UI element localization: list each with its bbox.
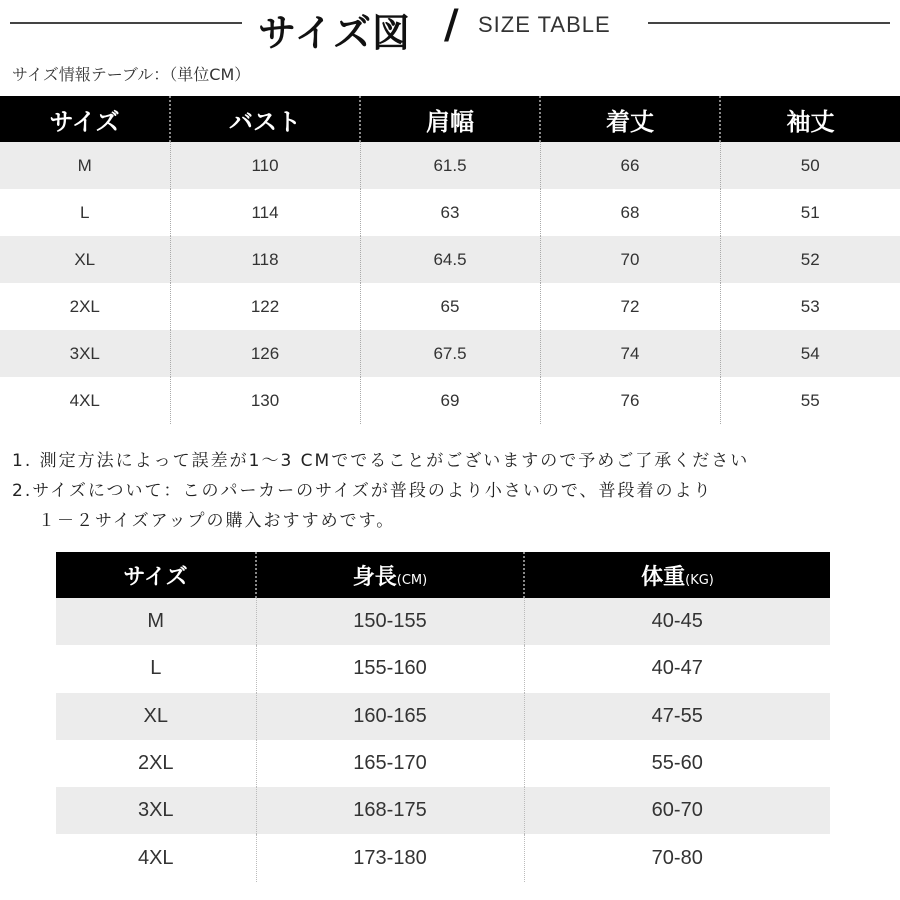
- table-row: [56, 787, 830, 834]
- table-cell: 47-55: [524, 693, 830, 740]
- table-cell: L: [0, 189, 170, 236]
- table-cell: 40-47: [524, 645, 830, 692]
- header-cell: [56, 552, 256, 598]
- table-cell: 76: [540, 377, 720, 424]
- title-slash: /: [444, 2, 459, 48]
- header-main: 体重: [641, 564, 686, 590]
- table-cell: 150-155: [256, 598, 524, 645]
- table-cell: 70-80: [524, 834, 830, 881]
- size-table: [0, 96, 900, 424]
- table-row: [56, 693, 830, 740]
- table-row: [56, 645, 830, 692]
- header-unit: (CM): [396, 572, 428, 588]
- page-subtitle: SIZE TABLE: [478, 12, 611, 37]
- table-cell: 69: [360, 377, 540, 424]
- table-row: [0, 330, 900, 377]
- table-cell: 110: [170, 142, 360, 189]
- table-cell: 2XL: [56, 740, 256, 787]
- header-cell: [524, 552, 830, 598]
- table-row: [56, 598, 830, 645]
- note-line: 2.サイズについて：このパーカーのサイズが普段のより小さいので、普段着のより: [12, 481, 713, 501]
- table-cell: 2XL: [0, 283, 170, 330]
- header-cell: 着丈: [540, 96, 720, 142]
- table-cell: 68: [540, 189, 720, 236]
- header-rule-left: [10, 22, 242, 24]
- table-row: [0, 283, 900, 330]
- table-cell: M: [0, 142, 170, 189]
- header-unit: (KG): [685, 572, 714, 588]
- table-cell: 122: [170, 283, 360, 330]
- table-cell: 67.5: [360, 330, 540, 377]
- table-cell: 70: [540, 236, 720, 283]
- page-header: [0, 0, 900, 55]
- table-cell: 126: [170, 330, 360, 377]
- page-title: サイズ図: [258, 11, 411, 55]
- header-main: サイズ: [123, 564, 188, 590]
- header-rule-right: [648, 22, 890, 24]
- table-cell: 160-165: [256, 693, 524, 740]
- table-cell: 168-175: [256, 787, 524, 834]
- table-row: [56, 740, 830, 787]
- table-cell: 4XL: [0, 377, 170, 424]
- table-cell: 74: [540, 330, 720, 377]
- table-cell: 165-170: [256, 740, 524, 787]
- header-cell: 肩幅: [360, 96, 540, 142]
- table-row: [0, 142, 900, 189]
- hw-table-header-row: [56, 552, 830, 598]
- table-cell: 63: [360, 189, 540, 236]
- table-cell: 40-45: [524, 598, 830, 645]
- notes: [12, 446, 749, 536]
- table-cell: 65: [360, 283, 540, 330]
- note-line: １－２サイズアップの購入おすすめです。: [38, 511, 396, 531]
- table-cell: 118: [170, 236, 360, 283]
- table-cell: 50: [720, 142, 900, 189]
- table-caption: サイズ情報テーブル：（単位CM）: [12, 65, 251, 84]
- table-cell: XL: [56, 693, 256, 740]
- table-cell: 54: [720, 330, 900, 377]
- table-cell: 53: [720, 283, 900, 330]
- table-cell: 72: [540, 283, 720, 330]
- table-cell: 114: [170, 189, 360, 236]
- table-cell: 3XL: [0, 330, 170, 377]
- table-cell: 130: [170, 377, 360, 424]
- height-weight-table: [56, 552, 830, 882]
- header-main: 身長: [352, 564, 397, 590]
- header-cell: サイズ: [0, 96, 170, 142]
- table-cell: 3XL: [56, 787, 256, 834]
- table-cell: XL: [0, 236, 170, 283]
- table-cell: L: [56, 645, 256, 692]
- table-row: [0, 377, 900, 424]
- table-cell: 52: [720, 236, 900, 283]
- table-cell: 64.5: [360, 236, 540, 283]
- table-cell: 173-180: [256, 834, 524, 881]
- table-row: [0, 236, 900, 283]
- table-row: [0, 189, 900, 236]
- table-cell: M: [56, 598, 256, 645]
- header-cell: [256, 552, 524, 598]
- header-cell: 袖丈: [720, 96, 900, 142]
- size-table-header-row: [0, 96, 900, 142]
- table-cell: 66: [540, 142, 720, 189]
- table-cell: 60-70: [524, 787, 830, 834]
- table-cell: 155-160: [256, 645, 524, 692]
- table-row: [56, 834, 830, 881]
- header-cell: バスト: [170, 96, 360, 142]
- table-cell: 55-60: [524, 740, 830, 787]
- table-cell: 61.5: [360, 142, 540, 189]
- table-cell: 4XL: [56, 834, 256, 881]
- table-cell: 55: [720, 377, 900, 424]
- note-line: 1. 測定方法によって誤差が1〜3 CMででることがございますので予めご了承ください: [12, 451, 750, 471]
- table-cell: 51: [720, 189, 900, 236]
